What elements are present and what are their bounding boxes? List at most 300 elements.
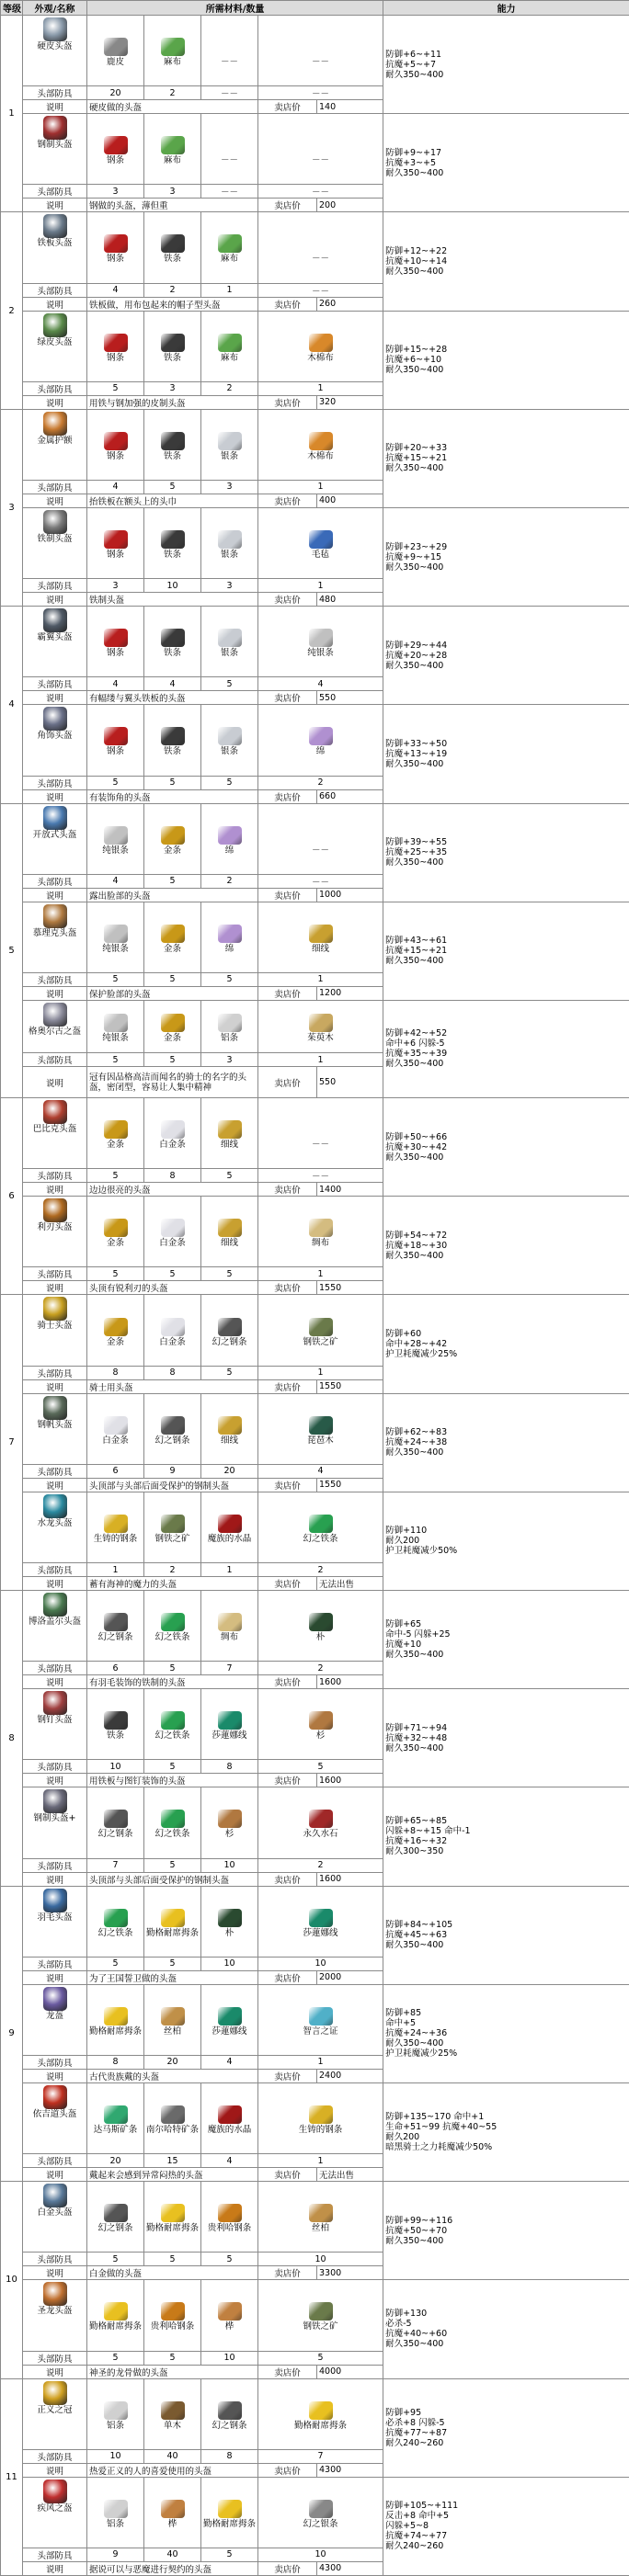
item-row xyxy=(1,2082,629,2153)
material-icon xyxy=(104,2500,128,2518)
material-cell xyxy=(144,2280,201,2351)
helmet-name: 钢钉头盔 xyxy=(25,1715,85,1725)
material-cell xyxy=(87,311,144,381)
material-name: 勤格耐席拇条 xyxy=(260,2421,381,2432)
note-label: 说明 xyxy=(23,199,87,212)
material-quantity: 2 xyxy=(144,283,201,297)
material-name: 贵利哈钢条 xyxy=(146,2321,199,2332)
material-cell xyxy=(144,409,201,480)
ability-line: 命中+28~+42 xyxy=(385,1339,627,1349)
parts-label: 头部防具 xyxy=(23,480,87,494)
note-label: 说明 xyxy=(23,888,87,902)
material-name: 铁条 xyxy=(89,1731,142,1742)
item-row xyxy=(1,1000,629,1052)
ability-line: 命中+5 xyxy=(385,2018,627,2028)
material-icon xyxy=(309,2105,333,2124)
helmet-name: 依吉道头盔 xyxy=(25,2109,85,2119)
ability-line: 命中-5 闪躲+25 xyxy=(385,1629,627,1640)
material-name: 幻之铁条 xyxy=(260,1534,381,1545)
ability-line: 防御+85 xyxy=(385,2008,627,2018)
helmet-thumb-cell xyxy=(23,1098,87,1169)
material-cell xyxy=(258,114,383,185)
shop-label: 卖店价 xyxy=(258,986,317,1000)
ability-line: 护卫耗魔减少50% xyxy=(385,1546,627,1556)
ability-cell xyxy=(383,705,629,803)
material-name: －－ xyxy=(260,1140,381,1151)
material-name: 幻之铁条 xyxy=(146,1632,199,1643)
shop-price: 2000 xyxy=(317,1970,383,1984)
material-icon xyxy=(161,2302,185,2321)
material-quantity: 20 xyxy=(201,1464,258,1478)
material-icon xyxy=(161,432,185,450)
parts-label: 头部防具 xyxy=(23,579,87,593)
material-icon xyxy=(161,1515,185,1533)
material-icon xyxy=(161,136,185,154)
helmet-icon xyxy=(43,1593,67,1617)
material-cell xyxy=(258,16,383,86)
material-cell xyxy=(87,2280,144,2351)
helmet-icon xyxy=(43,1889,67,1912)
material-cell xyxy=(201,1787,258,1858)
material-name: 纯银条 xyxy=(89,944,142,955)
description-text: 抬铁板在额头上的头巾 xyxy=(87,494,258,507)
helmet-thumb-cell xyxy=(23,2378,87,2449)
material-icon xyxy=(161,925,185,943)
material-quantity: 1 xyxy=(258,1267,383,1281)
material-name: 钢条 xyxy=(89,254,142,265)
material-quantity: 10 xyxy=(258,2253,383,2266)
shop-label: 卖店价 xyxy=(258,395,317,409)
ability-line: 防御+95 xyxy=(385,2408,627,2418)
material-cell xyxy=(201,1393,258,1464)
shop-label: 卖店价 xyxy=(258,888,317,902)
material-name: 莎蓮娜线 xyxy=(203,2026,256,2037)
ability-line: 护卫耗魔减少25% xyxy=(385,2048,627,2059)
helmet-name: 钢制头盔+ xyxy=(25,1813,85,1823)
material-icon xyxy=(218,727,242,745)
helmet-icon xyxy=(43,1396,67,1420)
item-row xyxy=(1,1393,629,1464)
material-cell xyxy=(87,803,144,874)
ability-cell xyxy=(383,507,629,606)
item-row xyxy=(1,409,629,480)
parts-label: 头部防具 xyxy=(23,972,87,986)
material-name: 丝柏 xyxy=(146,2026,199,2037)
description-text: 头顶部与头部后面受保护的钢制头盔 xyxy=(87,1478,258,1492)
note-label: 说明 xyxy=(23,1067,87,1098)
material-quantity: 9 xyxy=(144,1464,201,1478)
material-quantity: 7 xyxy=(87,1858,144,1872)
material-cell xyxy=(144,607,201,677)
parts-label: 头部防具 xyxy=(23,1366,87,1379)
ability-cell xyxy=(383,1984,629,2082)
material-cell xyxy=(201,1197,258,1267)
note-label: 说明 xyxy=(23,1478,87,1492)
parts-label: 头部防具 xyxy=(23,1267,87,1281)
item-row xyxy=(1,705,629,776)
helmet-thumb-cell xyxy=(23,1197,87,1267)
description-text: 边边很亮的头盔 xyxy=(87,1183,258,1197)
ability-cell xyxy=(383,409,629,507)
ability-line: 耐久350~400 xyxy=(385,365,627,375)
material-quantity: 4 xyxy=(144,677,201,691)
ability-line: 耐久350~400 xyxy=(385,1650,627,1660)
material-cell xyxy=(87,1787,144,1858)
note-label: 说明 xyxy=(23,2463,87,2477)
material-name: 魔族的水晶 xyxy=(203,2125,256,2136)
ability-cell xyxy=(383,2378,629,2477)
helmet-icon xyxy=(43,904,67,928)
shop-price: 260 xyxy=(317,297,383,311)
note-label: 说明 xyxy=(23,1774,87,1787)
material-name: 勤格耐席拇条 xyxy=(89,2321,142,2332)
material-name: 白金条 xyxy=(89,1436,142,1447)
ability-line: 耐久350~400 xyxy=(385,463,627,473)
material-cell xyxy=(201,902,258,972)
helmet-thumb-cell xyxy=(23,1295,87,1366)
helmet-icon xyxy=(43,1198,67,1222)
description-text: 露出脸部的头盔 xyxy=(87,888,258,902)
ability-line: 防御+110 xyxy=(385,1526,627,1536)
material-name: 桦 xyxy=(203,2321,256,2332)
helmet-name: 巴比克头盔 xyxy=(25,1124,85,1134)
ability-line: 抗魔+74~+77 xyxy=(385,2531,627,2541)
material-name: 白金条 xyxy=(146,1238,199,1249)
item-row xyxy=(1,507,629,578)
material-cell xyxy=(87,1393,144,1464)
item-row xyxy=(1,2477,629,2548)
material-quantity: 1 xyxy=(201,283,258,297)
shop-price: 400 xyxy=(317,494,383,507)
shop-price: 1600 xyxy=(317,1872,383,1886)
helmet-thumb-cell xyxy=(23,212,87,283)
ability-line: 耐久350~400 xyxy=(385,168,627,178)
description-text: 为了王国誓卫做的头盔 xyxy=(87,1970,258,1984)
material-name: 毛毡 xyxy=(260,550,381,561)
material-name: 银条 xyxy=(203,746,256,757)
helmet-icon xyxy=(43,806,67,830)
material-name: －－ xyxy=(260,845,381,857)
shop-price: 4300 xyxy=(317,2463,383,2477)
material-name: 铁条 xyxy=(146,550,199,561)
material-quantity: 5 xyxy=(87,1169,144,1183)
parts-label: 头部防具 xyxy=(23,1053,87,1067)
ability-line: 抗魔+10~+14 xyxy=(385,256,627,267)
helmet-icon xyxy=(43,510,67,534)
material-name: 幻之铁条 xyxy=(89,1928,142,1939)
material-quantity: －－ xyxy=(258,874,383,888)
material-icon xyxy=(161,2204,185,2222)
ability-cell xyxy=(383,212,629,311)
helmet-thumb-cell xyxy=(23,1393,87,1464)
material-cell xyxy=(87,1689,144,1760)
note-label: 说明 xyxy=(23,986,87,1000)
material-name: 达马斯矿条 xyxy=(89,2125,142,2136)
material-cell xyxy=(87,1197,144,1267)
shop-price: 480 xyxy=(317,593,383,607)
material-name: 绵 xyxy=(203,845,256,857)
ability-line: 防御+54~+72 xyxy=(385,1231,627,1241)
material-icon xyxy=(161,2401,185,2420)
material-icon xyxy=(218,1711,242,1730)
item-row xyxy=(1,2182,629,2253)
material-quantity: 2 xyxy=(258,1858,383,1872)
ability-line: 防御+60 xyxy=(385,1329,627,1339)
material-quantity: 4 xyxy=(87,677,144,691)
parts-label: 头部防具 xyxy=(23,381,87,395)
material-icon xyxy=(104,1711,128,1730)
material-cell xyxy=(144,114,201,185)
ability-cell xyxy=(383,803,629,902)
material-name: 金条 xyxy=(146,1033,199,1044)
helmet-name: 羽毛头盔 xyxy=(25,1912,85,1923)
material-name: 麻布 xyxy=(146,57,199,68)
material-quantity: 2 xyxy=(258,1662,383,1675)
ability-line: 耐久300~350 xyxy=(385,1846,627,1856)
shop-label: 卖店价 xyxy=(258,1872,317,1886)
level-cell: 4 xyxy=(1,607,23,803)
material-icon xyxy=(309,2007,333,2026)
helmet-icon xyxy=(43,17,67,41)
material-icon xyxy=(161,334,185,352)
material-cell xyxy=(258,1689,383,1760)
material-cell xyxy=(87,1295,144,1366)
material-name: －－ xyxy=(260,57,381,68)
material-icon xyxy=(309,2500,333,2518)
material-quantity: 5 xyxy=(258,2351,383,2365)
item-row xyxy=(1,16,629,86)
ability-cell xyxy=(383,2082,629,2181)
material-quantity: 1 xyxy=(87,1563,144,1577)
material-quantity: 5 xyxy=(201,2548,258,2561)
material-cell xyxy=(144,1984,201,2055)
material-quantity: 10 xyxy=(201,2351,258,2365)
helmet-icon xyxy=(43,2381,67,2405)
ability-line: 抗魔+77~+87 xyxy=(385,2428,627,2438)
ability-line: 暗黑骑士之力耗魔减少50% xyxy=(385,2142,627,2152)
material-quantity: 5 xyxy=(201,1267,258,1281)
shop-label: 卖店价 xyxy=(258,1067,317,1098)
material-icon xyxy=(218,2302,242,2321)
ability-line: 耐久350~400 xyxy=(385,2236,627,2246)
material-name: 南尔哈特矿条 xyxy=(146,2125,199,2136)
helmet-name: 圣龙头盔 xyxy=(25,2306,85,2316)
note-label: 说明 xyxy=(23,100,87,114)
material-quantity: 1 xyxy=(258,579,383,593)
helmet-thumb-cell xyxy=(23,1886,87,1957)
material-cell xyxy=(201,1886,258,1957)
material-quantity: 1 xyxy=(258,2055,383,2069)
helmet-thumb-cell xyxy=(23,1787,87,1858)
material-quantity: 4 xyxy=(87,283,144,297)
ability-line: 耐久350~400 xyxy=(385,562,627,573)
shop-label: 卖店价 xyxy=(258,2168,317,2182)
material-name: 勤格耐席拇条 xyxy=(146,2223,199,2234)
material-quantity: 2 xyxy=(201,381,258,395)
material-icon xyxy=(218,2204,242,2222)
helmet-icon xyxy=(43,1100,67,1124)
material-name: 生铸的钢条 xyxy=(89,1534,142,1545)
material-quantity: 2 xyxy=(258,776,383,789)
material-name: 铝条 xyxy=(89,2519,142,2530)
item-row xyxy=(1,1295,629,1366)
material-icon xyxy=(161,2007,185,2026)
ability-cell xyxy=(383,2280,629,2378)
material-cell xyxy=(258,1492,383,1562)
shop-price: 200 xyxy=(317,199,383,212)
material-icon xyxy=(104,2105,128,2124)
material-cell xyxy=(201,705,258,776)
item-row xyxy=(1,607,629,677)
description-text: 头顶部与头部后面受保护的钢制头盔 xyxy=(87,1872,258,1886)
material-icon xyxy=(218,432,242,450)
helmet-icon xyxy=(43,1789,67,1813)
material-cell xyxy=(144,1689,201,1760)
material-icon xyxy=(309,1416,333,1435)
material-quantity: 2 xyxy=(144,86,201,100)
ability-line: 防御+43~+61 xyxy=(385,936,627,946)
ability-line: 耐久200 xyxy=(385,2132,627,2142)
header-ability: 能力 xyxy=(383,1,629,16)
material-name: 细线 xyxy=(260,944,381,955)
material-icon xyxy=(218,1014,242,1032)
ability-line: 耐久350~400 xyxy=(385,1447,627,1458)
ability-cell xyxy=(383,1295,629,1393)
material-quantity: 5 xyxy=(144,1662,201,1675)
material-quantity: 2 xyxy=(258,1563,383,1577)
material-cell xyxy=(144,1000,201,1052)
material-quantity: －－ xyxy=(258,86,383,100)
note-label: 说明 xyxy=(23,2069,87,2082)
shop-label: 卖店价 xyxy=(258,2463,317,2477)
material-cell xyxy=(258,2182,383,2253)
ability-line: 抗魔+15~+21 xyxy=(385,946,627,956)
material-cell xyxy=(258,1393,383,1464)
material-name: 单木 xyxy=(146,2421,199,2432)
ability-line: 抗魔+25~+35 xyxy=(385,847,627,857)
shop-label: 卖店价 xyxy=(258,2365,317,2378)
header-materials: 所需材料/数量 xyxy=(87,1,383,16)
ability-cell xyxy=(383,1197,629,1295)
item-row xyxy=(1,1689,629,1760)
material-cell xyxy=(144,902,201,972)
material-icon xyxy=(161,1120,185,1139)
material-cell xyxy=(258,2082,383,2153)
material-quantity: －－ xyxy=(258,1169,383,1183)
material-icon xyxy=(104,1613,128,1631)
material-quantity: 5 xyxy=(144,2253,201,2266)
material-quantity: 10 xyxy=(201,1858,258,1872)
material-icon xyxy=(218,826,242,845)
material-icon xyxy=(218,1120,242,1139)
material-icon xyxy=(218,334,242,352)
material-name: 金条 xyxy=(89,1140,142,1151)
material-quantity: 10 xyxy=(144,579,201,593)
description-text: 神圣的龙骨做的头盔 xyxy=(87,2365,258,2378)
material-icon xyxy=(218,2401,242,2420)
material-cell xyxy=(201,2182,258,2253)
shop-label: 卖店价 xyxy=(258,100,317,114)
ability-line: 防御+6~+11 xyxy=(385,50,627,60)
material-quantity: －－ xyxy=(201,86,258,100)
ability-line: 抗魔+24~+36 xyxy=(385,2028,627,2038)
parts-label: 头部防具 xyxy=(23,2548,87,2561)
ability-line: 反击+8 命中+5 xyxy=(385,2511,627,2521)
material-cell xyxy=(258,311,383,381)
shop-price: 无法出售 xyxy=(317,1577,383,1591)
material-cell xyxy=(201,1098,258,1169)
material-quantity: 1 xyxy=(258,1053,383,1067)
material-cell xyxy=(258,212,383,283)
material-cell xyxy=(258,705,383,776)
ability-line: 抗魔+40~+60 xyxy=(385,2329,627,2339)
material-name: 金条 xyxy=(146,845,199,857)
ability-cell xyxy=(383,1492,629,1590)
material-cell xyxy=(144,1886,201,1957)
helmet-thumb-cell xyxy=(23,705,87,776)
material-quantity: 5 xyxy=(201,776,258,789)
material-cell xyxy=(144,1197,201,1267)
material-quantity: 10 xyxy=(87,2449,144,2463)
material-name: 细线 xyxy=(203,1436,256,1447)
material-cell xyxy=(258,803,383,874)
material-icon xyxy=(161,1613,185,1631)
material-icon xyxy=(309,727,333,745)
material-icon xyxy=(309,1909,333,1927)
material-icon xyxy=(309,629,333,647)
material-name: 细线 xyxy=(203,1238,256,1249)
ability-line: 防御+99~+116 xyxy=(385,2216,627,2226)
material-cell xyxy=(144,2477,201,2548)
ability-line: 抗魔+5~+7 xyxy=(385,60,627,70)
shop-price: 1000 xyxy=(317,888,383,902)
material-icon xyxy=(309,2302,333,2321)
description-text: 蓄有海神的魔力的头盔 xyxy=(87,1577,258,1591)
material-cell xyxy=(87,1492,144,1562)
material-cell xyxy=(87,1591,144,1662)
parts-label: 头部防具 xyxy=(23,677,87,691)
material-icon xyxy=(104,432,128,450)
shop-label: 卖店价 xyxy=(258,1183,317,1197)
ability-line: 防御+135~170 命中+1 xyxy=(385,2112,627,2122)
material-name: 钢铁之矿 xyxy=(260,2321,381,2332)
note-label: 说明 xyxy=(23,494,87,507)
material-name: 金条 xyxy=(89,1238,142,1249)
material-quantity: 5 xyxy=(201,677,258,691)
helmet-thumb-cell xyxy=(23,2182,87,2253)
helmet-name: 疾风之盔 xyxy=(25,2503,85,2514)
material-icon xyxy=(104,1219,128,1237)
item-row xyxy=(1,1197,629,1267)
material-quantity: 5 xyxy=(87,972,144,986)
item-row xyxy=(1,2378,629,2449)
ability-cell xyxy=(383,1000,629,1097)
description-text: 保护脸部的头盔 xyxy=(87,986,258,1000)
item-row xyxy=(1,1886,629,1957)
material-cell xyxy=(87,2477,144,2548)
shop-price: 2400 xyxy=(317,2069,383,2082)
material-cell xyxy=(87,1886,144,1957)
material-icon xyxy=(104,2401,128,2420)
material-cell xyxy=(258,2280,383,2351)
material-cell xyxy=(258,1787,383,1858)
helmet-name: 水龙头盔 xyxy=(25,1518,85,1528)
material-icon xyxy=(309,2401,333,2420)
level-cell: 10 xyxy=(1,2182,23,2378)
parts-label: 头部防具 xyxy=(23,1760,87,1774)
ability-line: 防御+39~+55 xyxy=(385,837,627,847)
helmet-icon xyxy=(43,1297,67,1321)
